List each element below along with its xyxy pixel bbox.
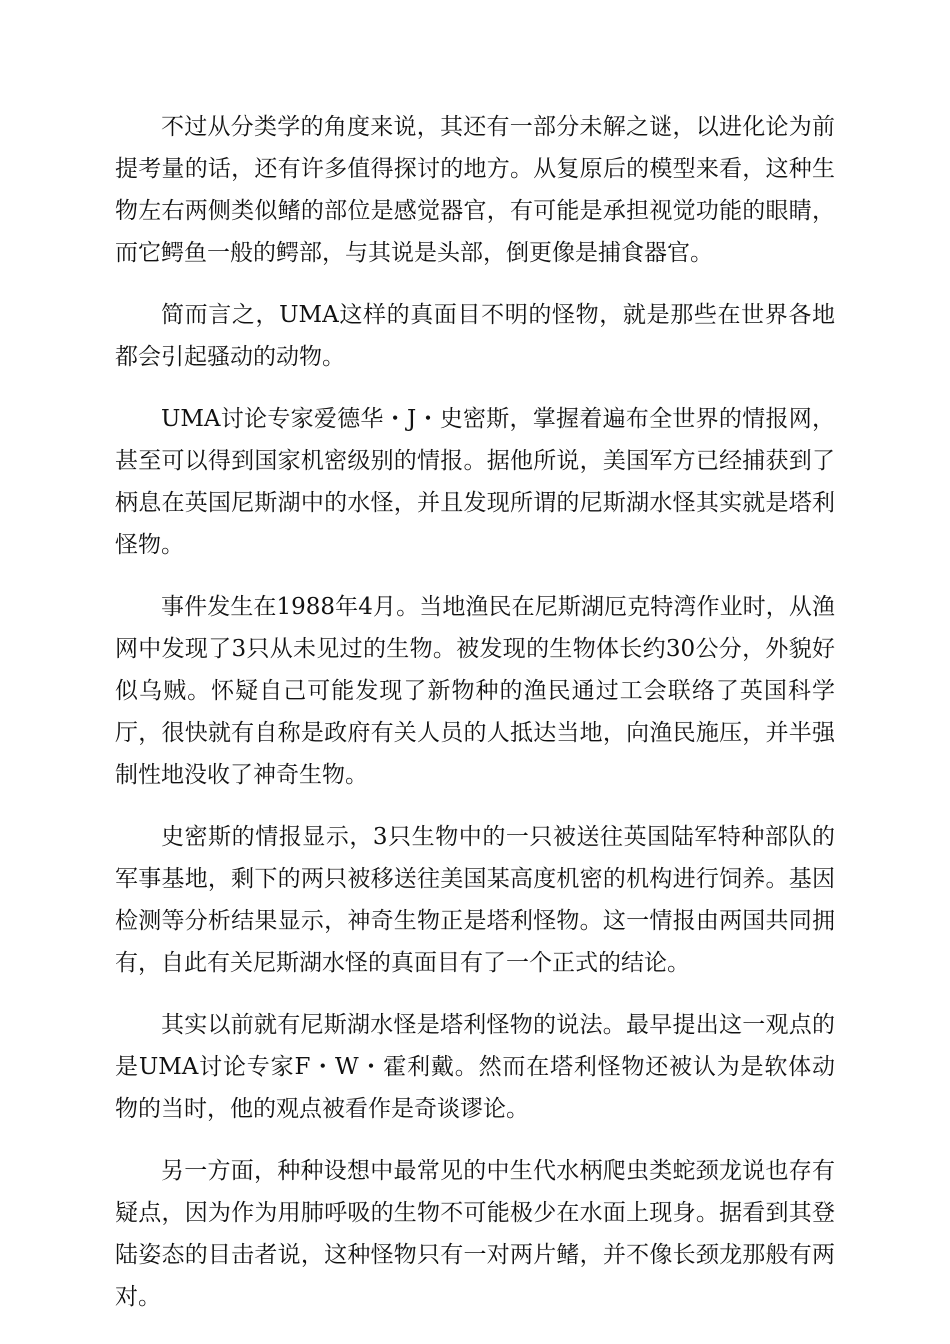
- paragraph-2: 简而言之，UMA这样的真面目不明的怪物，就是那些在世界各地都会引起骚动的动物。: [115, 302, 835, 370]
- paragraph-7: 另一方面，种种设想中最常见的中生代水柄爬虫类蛇颈龙说也存有疑点，因为作为用肺呼吸的生物不可能极少在水面上现身。据看到其登陆姿态的目击者说，这种怪物只有一对两片鳍，并不像长颈龙那般有两对。: [115, 1158, 835, 1310]
- paragraph-4: 事件发生在1988年4月。当地渔民在尼斯湖厄克特湾作业时，从渔网中发现了3只从未见过的生物。被发现的生物体长约30公分，外貌好似乌贼。怀疑自己可能发现了新物种的渔民通过工会联络了英国科学厅，很快就有自称是政府有关人员的人抵达当地，向渔民施压，并半强制性地没收了神奇生物。: [115, 594, 835, 788]
- paragraph-6: 其实以前就有尼斯湖水怪是塔利怪物的说法。最早提出这一观点的是UMA讨论专家F・W・霍利戴。然而在塔利怪物还被认为是软体动物的当时，他的观点被看作是奇谈谬论。: [115, 1012, 835, 1122]
- document-body: [115, 106, 835, 1338]
- paragraph-1: 不过从分类学的角度来说，其还有一部分未解之谜，以进化论为前提考量的话，还有许多值得探讨的地方。从复原后的模型来看，这种生物左右两侧类似鳍的部位是感觉器官，有可能是承担视觉功能的眼睛，而它鳄鱼一般的鳄部，与其说是头部，倒更像是捕食器官。: [115, 114, 835, 266]
- paragraph-5: 史密斯的情报显示，3只生物中的一只被送往英国陆军特种部队的军事基地，剩下的两只被移送往美国某高度机密的机构进行饲养。基因检测等分析结果显示，神奇生物正是塔利怪物。这一情报由两国共同拥有，自此有关尼斯湖水怪的真面目有了一个正式的结论。: [115, 824, 835, 976]
- paragraph-3: UMA讨论专家爱德华・J・史密斯，掌握着遍布全世界的情报网，甚至可以得到国家机密级别的情报。据他所说，美国军方已经捕获到了柄息在英国尼斯湖中的水怪，并且发现所谓的尼斯湖水怪其实就是塔利怪物。: [115, 406, 835, 558]
